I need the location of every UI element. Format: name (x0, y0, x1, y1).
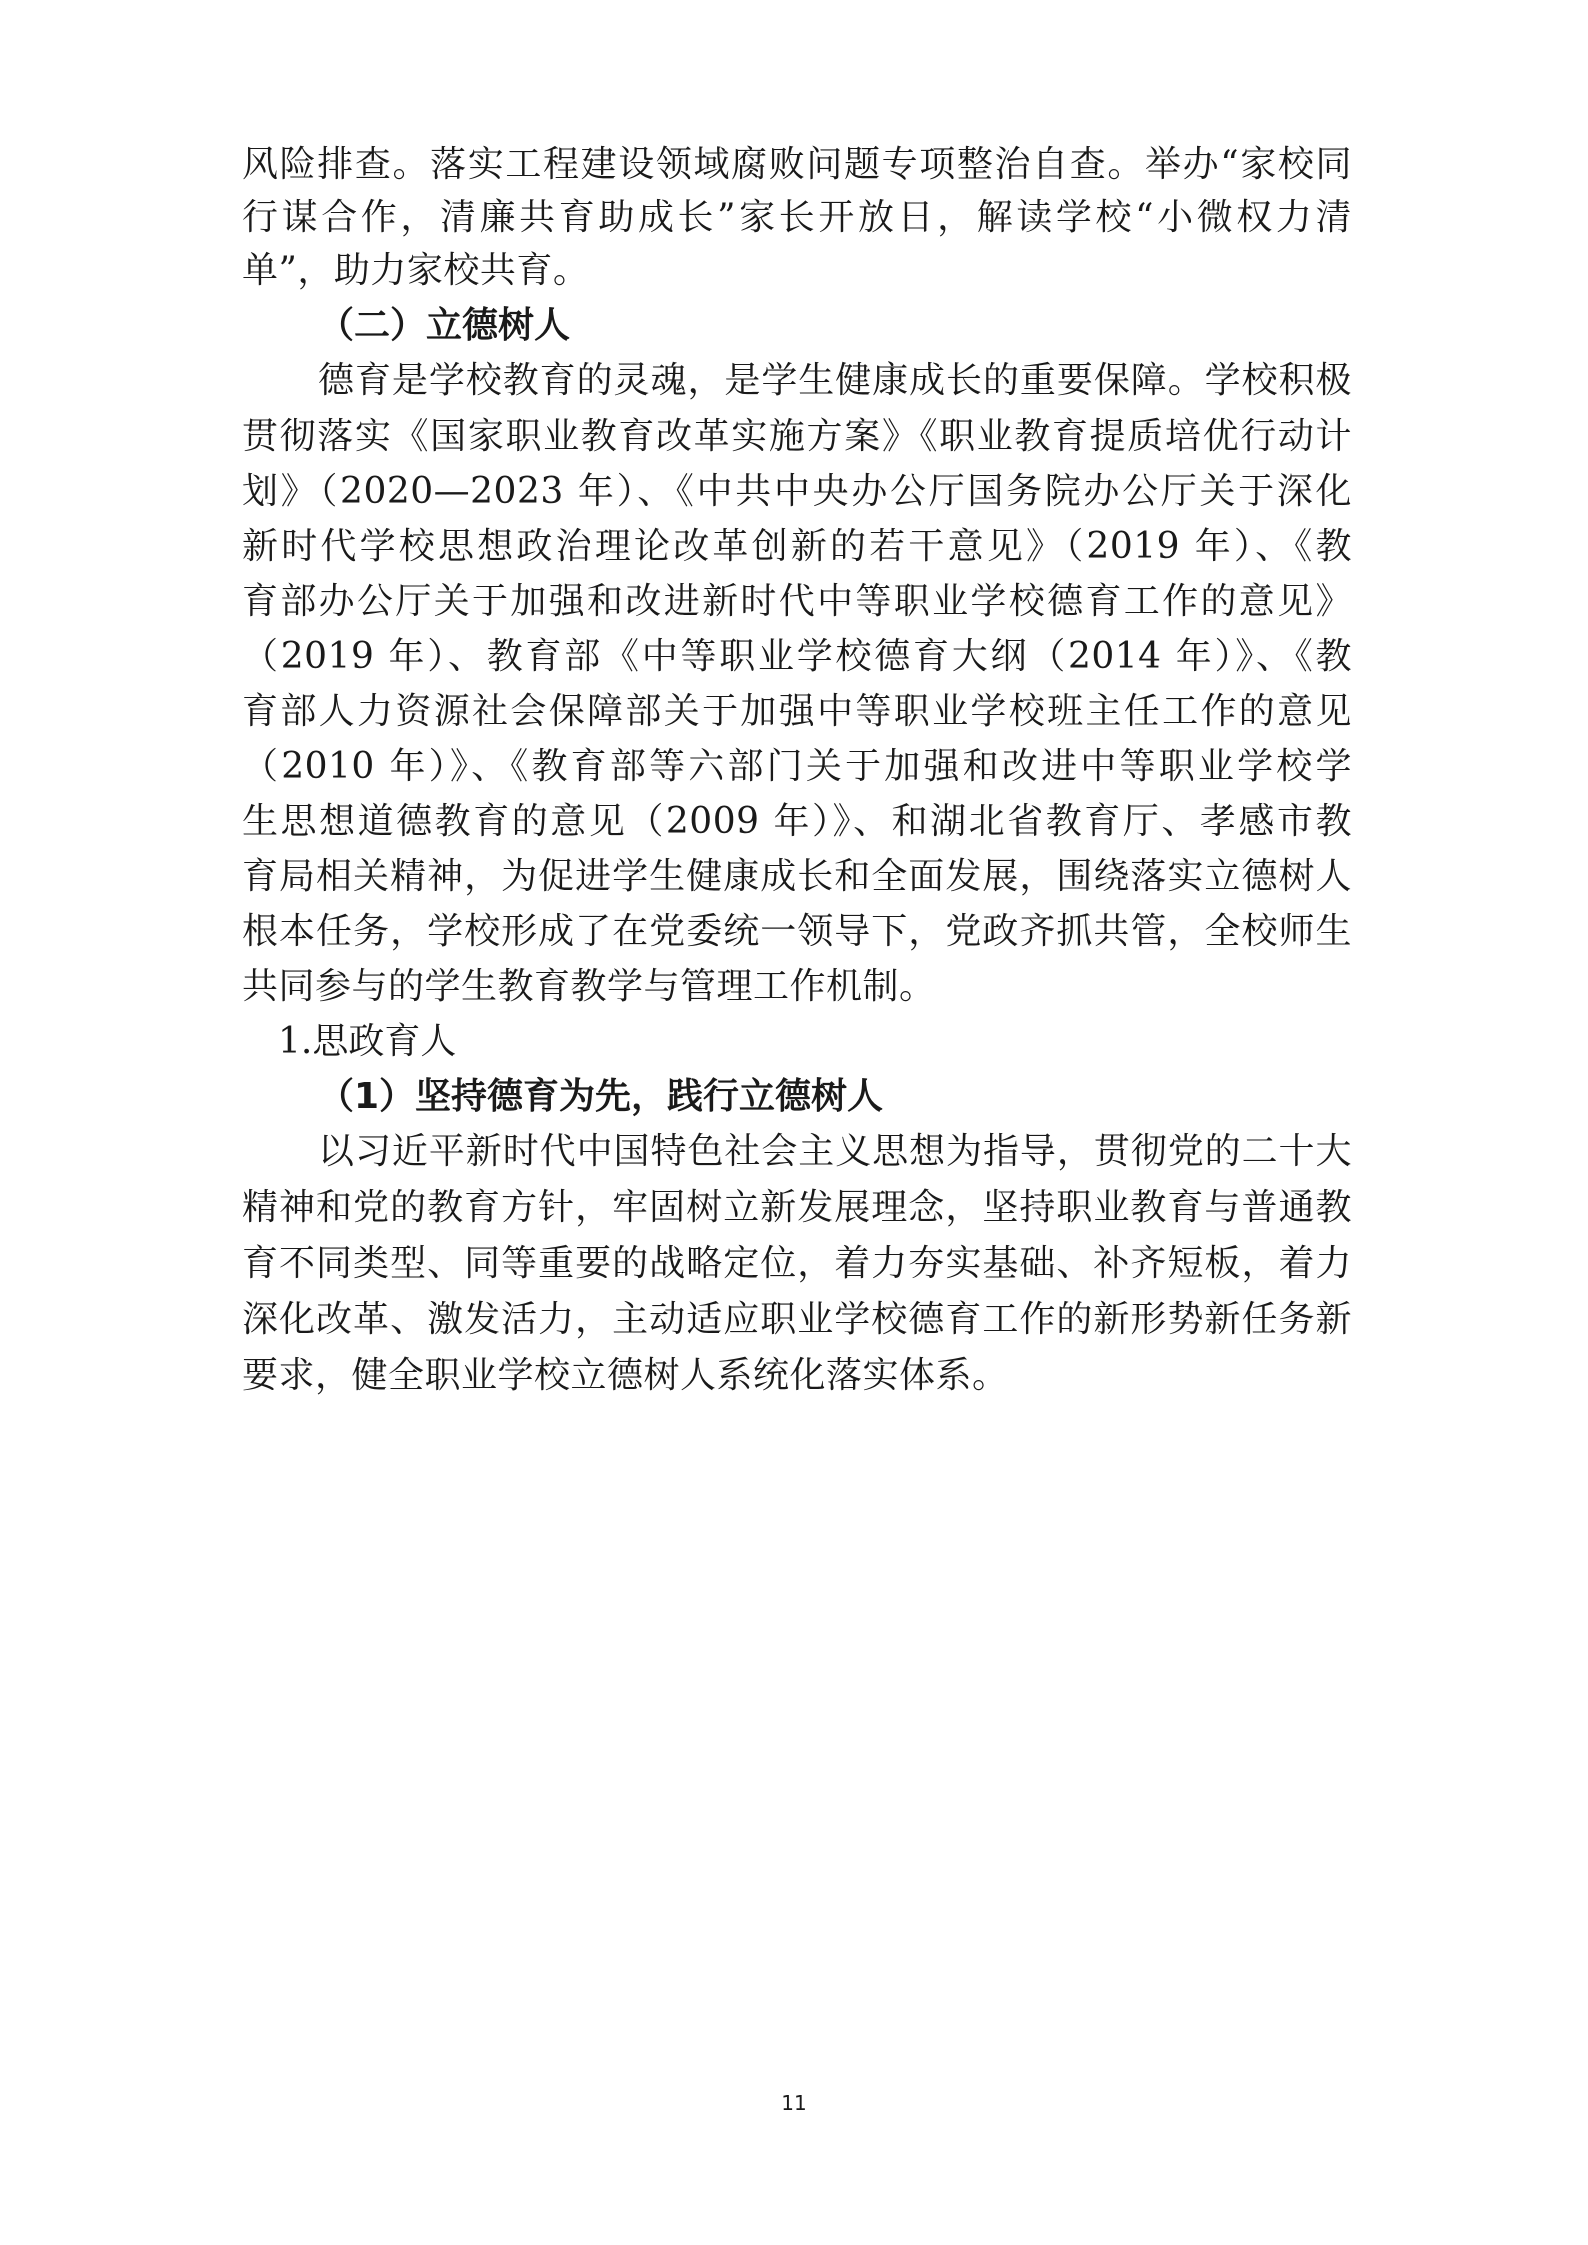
sub-heading: （1）坚持德育为先，践行立德树人 (318, 1076, 884, 1117)
guidance-line-1: 以习近平新时代中国特色社会主义思想为指导，贯彻党的二十大 (318, 1131, 1352, 1172)
intro-line-1: 风险排查。落实工程建设领域腐败问题专项整治自查。举办“家校同 (242, 144, 1352, 185)
moral-line-4: 新时代学校思想政治理论改革创新的若干意见》（2019 年）、《教 (242, 526, 1352, 567)
moral-line-2: 贯彻落实《国家职业教育改革实施方案》《职业教育提质培优行动计 (242, 416, 1352, 457)
page-number: 11 (781, 2091, 807, 2115)
moral-line-12: 共同参与的学生教育教学与管理工作机制。 (242, 966, 936, 1007)
moral-line-11: 根本任务，学校形成了在党委统一领导下，党政齐抓共管，全校师生 (242, 911, 1352, 952)
guidance-line-3: 育不同类型、同等重要的战略定位，着力夯实基础、补齐短板，着力 (242, 1243, 1352, 1284)
section-heading: （二）立德树人 (318, 305, 571, 346)
guidance-line-4: 深化改革、激发活力，主动适应职业学校德育工作的新形势新任务新 (242, 1299, 1352, 1340)
moral-line-7: 育部人力资源社会保障部关于加强中等职业学校班主任工作的意见 (242, 691, 1352, 732)
guidance-line-2: 精神和党的教育方针，牢固树立新发展理念，坚持职业教育与普通教 (242, 1187, 1352, 1228)
moral-line-6: （2019 年）、教育部《中等职业学校德育大纲（2014 年）》、《教 (242, 636, 1352, 677)
moral-line-5: 育部办公厅关于加强和改进新时代中等职业学校德育工作的意见》 (242, 581, 1352, 622)
numbered-item: 1.思政育人 (278, 1021, 457, 1062)
moral-line-1: 德育是学校教育的灵魂，是学生健康成长的重要保障。学校积极 (318, 360, 1352, 401)
intro-line-2: 行谋合作，清廉共育助成长”家长开放日，解读学校“小微权力清 (242, 197, 1352, 238)
moral-line-3: 划》（2020—2023 年）、《中共中央办公厅国务院办公厅关于深化 (242, 471, 1352, 512)
guidance-line-5: 要求，健全职业学校立德树人系统化落实体系。 (242, 1355, 1009, 1396)
moral-line-8: （2010 年）》、《教育部等六部门关于加强和改进中等职业学校学 (242, 746, 1352, 787)
moral-line-9: 生思想道德教育的意见（2009 年）》、和湖北省教育厅、孝感市教 (242, 801, 1352, 842)
moral-line-10: 育局相关精神，为促进学生健康成长和全面发展，围绕落实立德树人 (242, 856, 1352, 897)
intro-line-3: 单”，助力家校共育。 (242, 250, 590, 291)
